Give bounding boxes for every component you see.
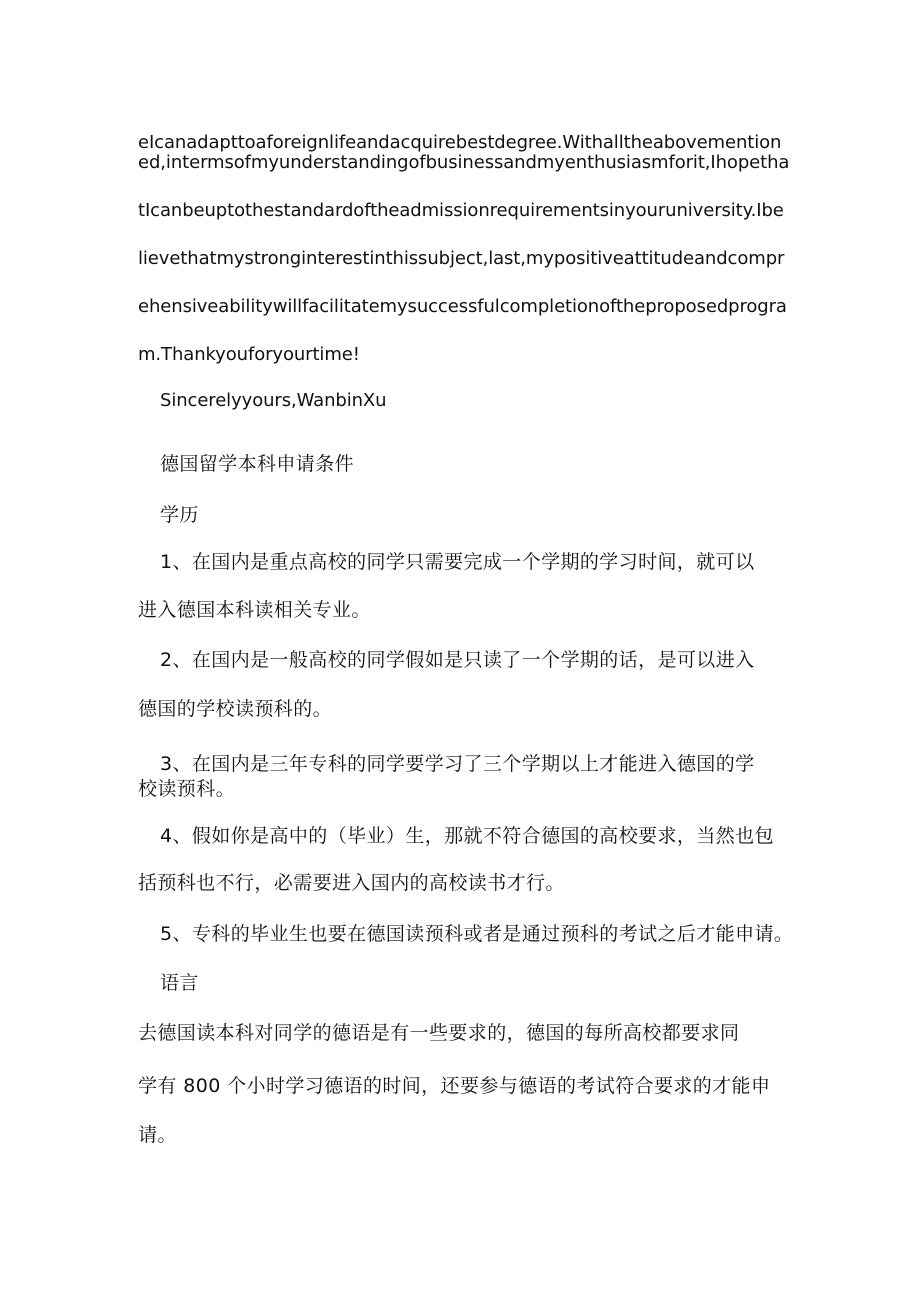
education-item-5-line-1: 5、专科的毕业生也要在德国读预科或者是通过预科的考试之后才能申请。 xyxy=(160,923,794,945)
language-line-3: 请。 xyxy=(138,1124,177,1146)
closing-signature: Sincerelyyours,WanbinXu xyxy=(160,390,387,411)
section-title: 德国留学本科申请条件 xyxy=(160,453,355,475)
education-item-3-line-1: 3、在国内是三年专科的同学要学习了三个学期以上才能进入德国的学 xyxy=(160,753,755,775)
english-line-4: lievethatmystronginterestinthissubject,last,mypositiveattitudeandcompr xyxy=(138,248,785,269)
education-item-3-line-2: 校读预科。 xyxy=(138,778,236,800)
language-line-1: 去德国读本科对同学的德语是有一些要求的，德国的每所高校都要求同 xyxy=(138,1022,740,1044)
english-line-5: ehensiveabilitywillfacilitatemysuccessfulcompletionoftheproposedprogra xyxy=(138,296,787,317)
english-line-3: tIcanbeuptothestandardoftheadmissionrequirementsinyouruniversity.Ibe xyxy=(138,200,784,221)
education-heading: 学历 xyxy=(160,504,199,526)
language-line-2: 学有 800 个小时学习德语的时间，还要参与德语的考试符合要求的才能申 xyxy=(138,1075,771,1097)
education-item-1-line-2: 进入德国本科读相关专业。 xyxy=(138,599,371,621)
education-item-1-line-1: 1、在国内是重点高校的同学只需要完成一个学期的学习时间，就可以 xyxy=(160,551,755,573)
english-line-1: eIcanadapttoaforeignlifeandacquirebestdegree.Withalltheabovemention xyxy=(138,132,782,153)
education-item-2-line-1: 2、在国内是一般高校的同学假如是只读了一个学期的话，是可以进入 xyxy=(160,649,755,671)
education-item-4-line-1: 4、假如你是高中的（毕业）生，那就不符合德国的高校要求，当然也包 xyxy=(160,825,774,847)
education-item-2-line-2: 德国的学校读预科的。 xyxy=(138,698,333,720)
language-heading: 语言 xyxy=(160,972,199,994)
english-line-2: ed,intermsofmyunderstandingofbusinessandmyenthusiasmforit,Ihopetha xyxy=(138,152,790,173)
education-item-4-line-2: 括预科也不行，必需要进入国内的高校读书才行。 xyxy=(138,872,565,894)
english-line-6: m.Thankyouforyourtime! xyxy=(138,344,360,365)
